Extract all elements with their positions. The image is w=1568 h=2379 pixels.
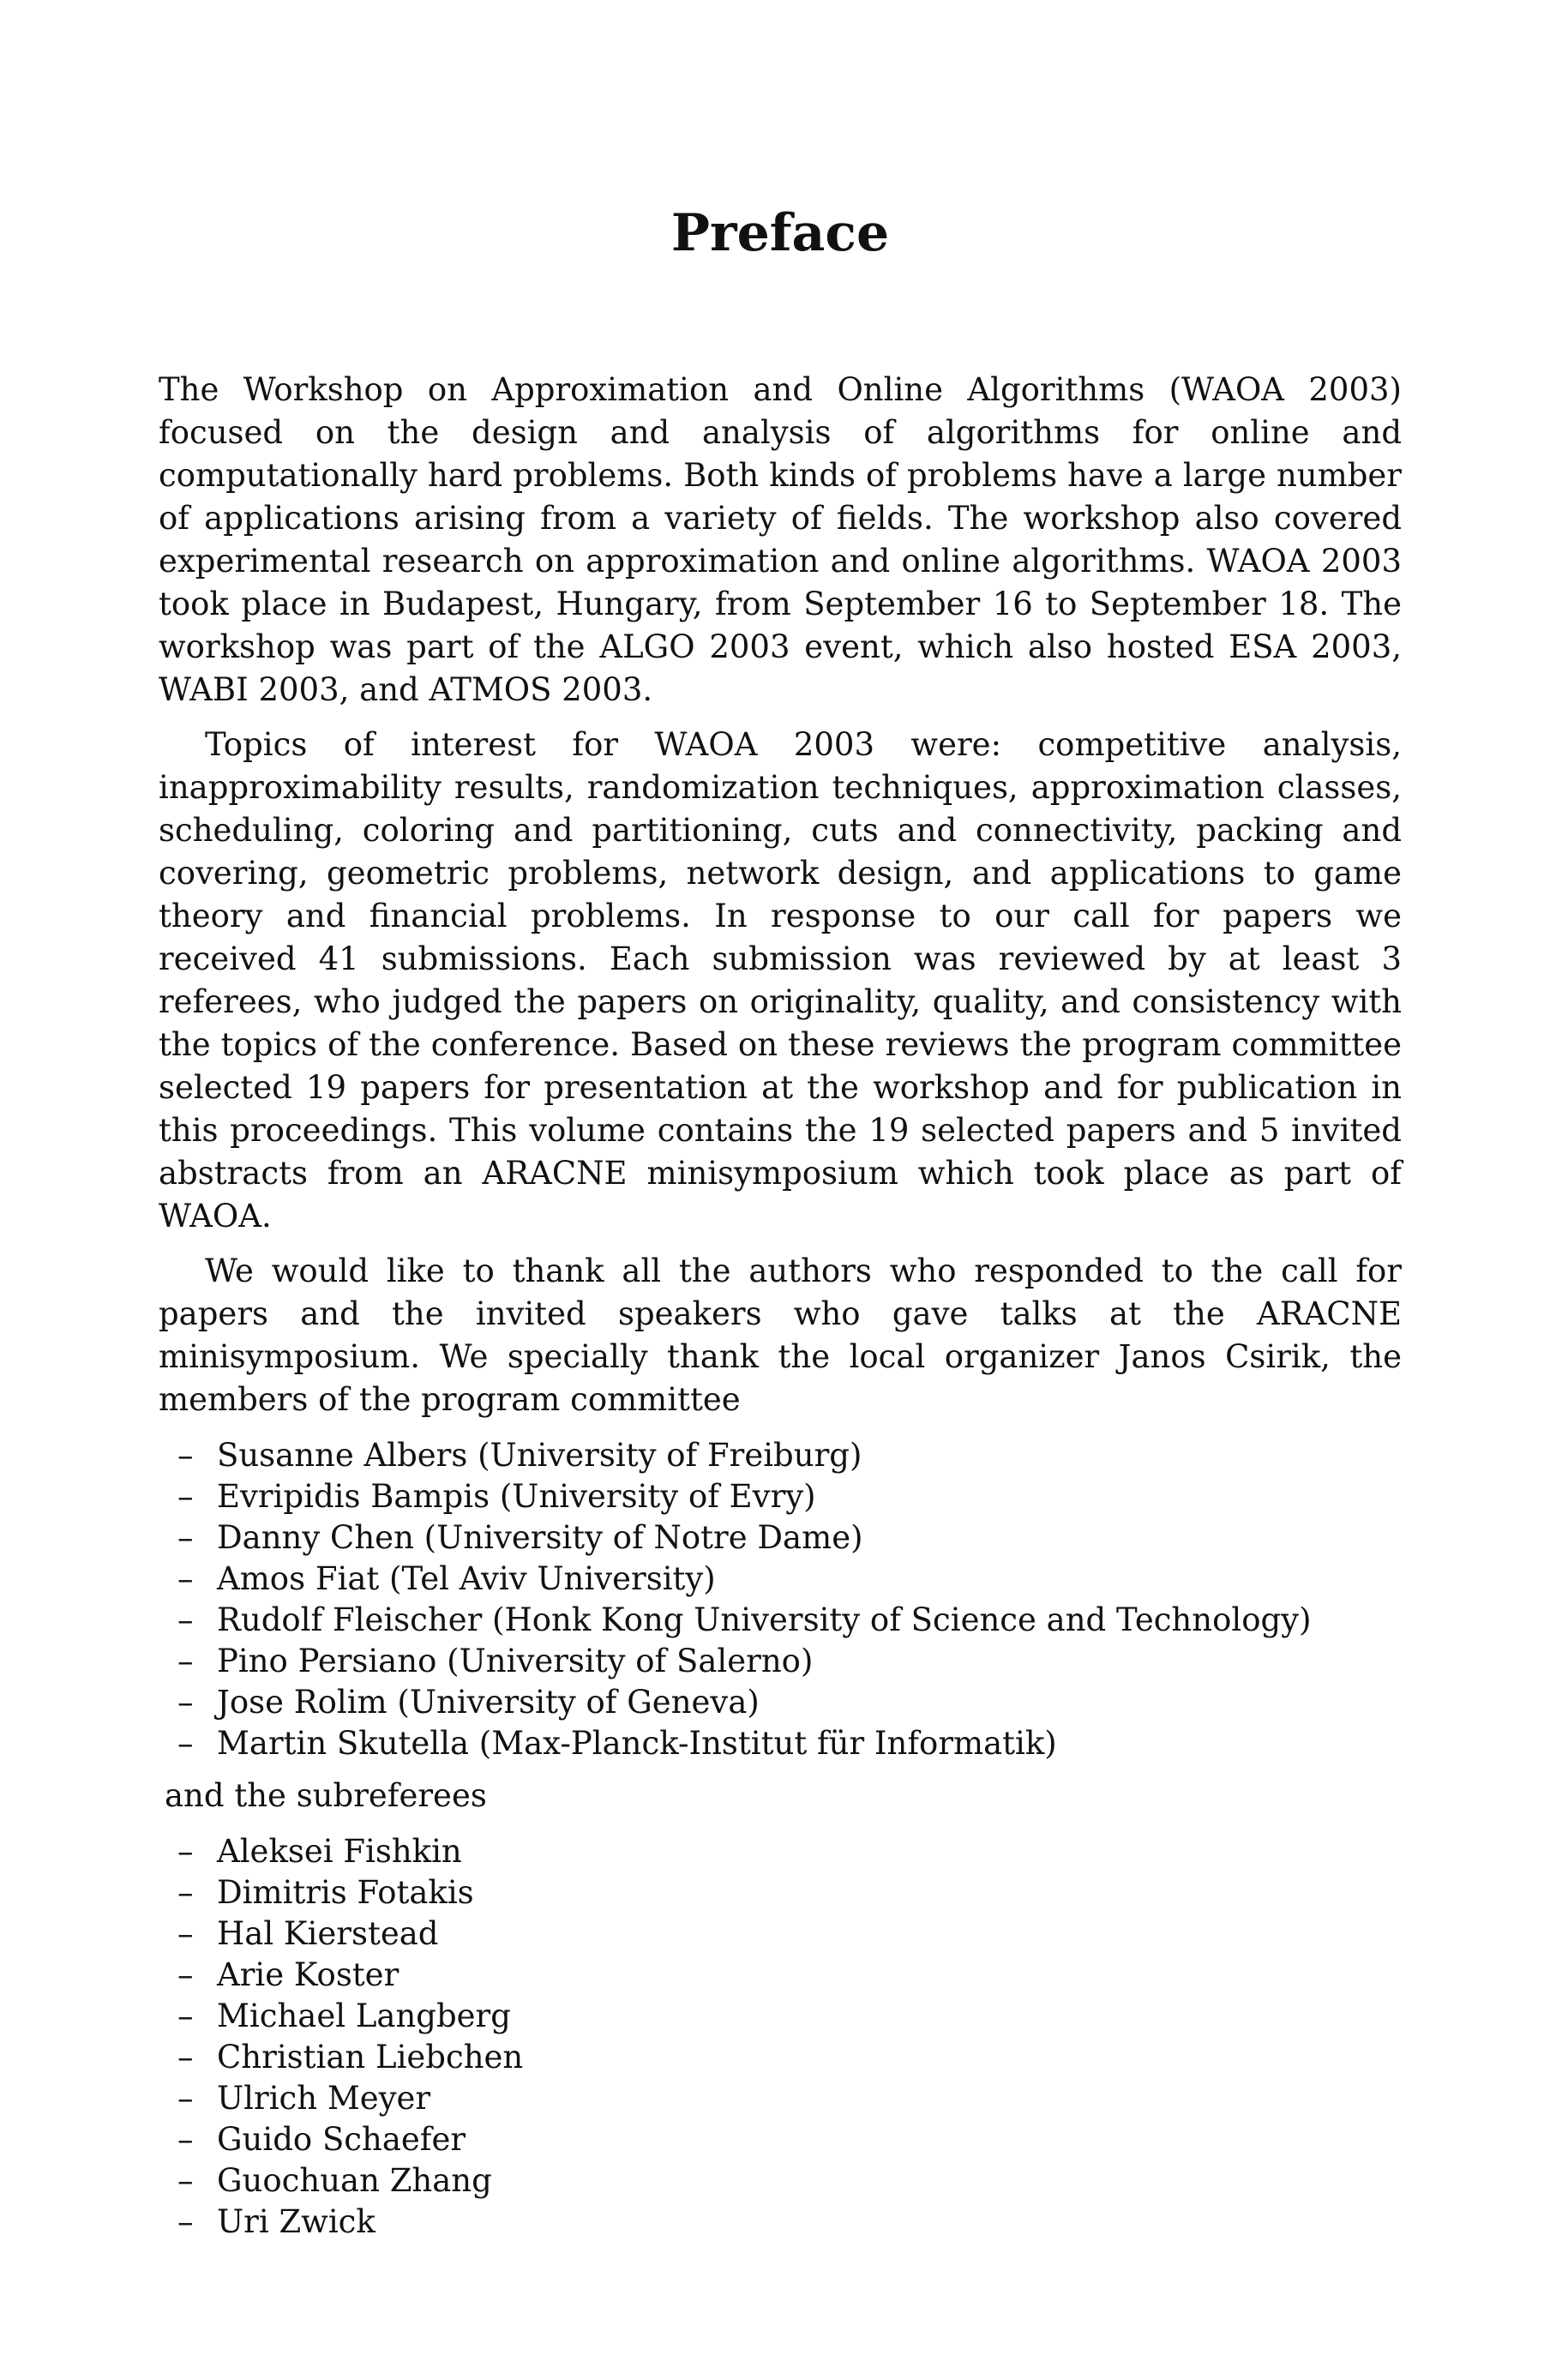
list-item xyxy=(177,2037,1402,2078)
dash-glyph: – xyxy=(177,1643,194,1679)
dash-glyph: – xyxy=(177,2039,194,2076)
list-item-text: Dimitris Fotakis xyxy=(217,1874,474,1911)
dash-glyph: – xyxy=(177,1437,194,1474)
list-item-text: Christian Liebchen xyxy=(217,2039,524,2076)
list-item xyxy=(177,1517,1402,1559)
dash-glyph: – xyxy=(177,1956,194,1993)
list-item xyxy=(177,1476,1402,1517)
dash-glyph: – xyxy=(177,2203,194,2240)
list-item xyxy=(177,1872,1402,1913)
body-text xyxy=(159,369,1402,2253)
list-item xyxy=(177,2202,1402,2243)
paragraph-intro: The Workshop on Approximation and Online Algorithms (WAOA 2003) focused on the design and analysis of algorithms for online and computationally hard problems. Both kinds of problems have a large number of applications arising from a variety of fields. The workshop also covered experimental research on approximation and online algorithms. WAOA 2003 took place in Budapest, Hungary, from September 16 to September 18. The workshop was part of the ALGO 2003 event, which also hosted ESA 2003, WABI 2003, and ATMOS 2003. xyxy=(159,371,1402,708)
dash-glyph: – xyxy=(177,1684,194,1721)
list-item-text: Arie Koster xyxy=(217,1956,400,1993)
paragraph-thanks: We would like to thank all the authors who responded to the call for papers and the invited speakers who gave talks at the ARACNE minisymposium. We specially thank the local organizer Janos Csirik, the members of the program committee xyxy=(159,1253,1402,1418)
list-item xyxy=(177,2160,1402,2202)
page-title: Preface xyxy=(670,203,890,263)
list-item xyxy=(177,1600,1402,1641)
list-item xyxy=(177,1955,1402,1996)
list-item xyxy=(177,1996,1402,2037)
list-item-text: Evripidis Bampis (University of Evry) xyxy=(217,1478,816,1515)
dash-glyph: – xyxy=(177,1560,194,1597)
page xyxy=(159,0,1402,2379)
list-item xyxy=(177,1559,1402,1600)
list-item xyxy=(177,2119,1402,2160)
list-item xyxy=(177,2078,1402,2119)
list-item-text: Danny Chen (University of Notre Dame) xyxy=(217,1519,863,1556)
list-item xyxy=(177,1913,1402,1955)
list-item-text: Michael Langberg xyxy=(217,1998,511,2034)
dash-glyph: – xyxy=(177,1833,194,1870)
list-item xyxy=(177,1831,1402,1872)
list-item-text: Guochuan Zhang xyxy=(217,2162,492,2199)
list-item-text: Rudolf Fleischer (Honk Kong University of Science and Technology) xyxy=(217,1601,1312,1638)
dash-glyph: – xyxy=(177,2080,194,2117)
subreferees-list xyxy=(177,1831,1402,2243)
list-item xyxy=(177,1641,1402,1682)
list-item xyxy=(177,1723,1402,1764)
list-item-text: Guido Schaefer xyxy=(217,2121,466,2158)
list-item-text: Amos Fiat (Tel Aviv University) xyxy=(217,1560,716,1597)
dash-glyph: – xyxy=(177,1601,194,1638)
list-item-text: Uri Zwick xyxy=(217,2203,375,2240)
list-item-text: Pino Persiano (University of Salerno) xyxy=(217,1643,814,1679)
list-item xyxy=(177,1435,1402,1476)
list-item-text: Hal Kierstead xyxy=(217,1915,439,1952)
list-item-text: Jose Rolim (University of Geneva) xyxy=(217,1684,760,1721)
dash-glyph: – xyxy=(177,2162,194,2199)
dash-glyph: – xyxy=(177,1915,194,1952)
list-item xyxy=(177,1682,1402,1723)
list-item-text: Susanne Albers (University of Freiburg) xyxy=(217,1437,862,1474)
paragraph-topics: Topics of interest for WAOA 2003 were: competitive analysis, inapproximability results, randomization techniques, approximation classes, scheduling, coloring and partitioning, cuts and connectivity, packing and covering, geometric problems, network design, and applications to game theory and financial problems. In response to our call for papers we received 41 submissions. Each submission was reviewed by at least 3 referees, who judged the papers on originality, quality, and consistency with the topics of the conference. Based on these reviews the program committee selected 19 papers for presentation at the workshop and for publication in this proceedings. This volume contains the 19 selected papers and 5 invited abstracts from an ARACNE minisymposium which took place as part of WAOA. xyxy=(159,726,1402,1235)
dash-glyph: – xyxy=(177,1998,194,2034)
list-item-text: Ulrich Meyer xyxy=(217,2080,431,2117)
dash-glyph: – xyxy=(177,1874,194,1911)
dash-glyph: – xyxy=(177,1478,194,1515)
list-item-text: Martin Skutella (Max-Planck-Institut für Informatik) xyxy=(217,1725,1057,1762)
dash-glyph: – xyxy=(177,1519,194,1556)
program-committee-list xyxy=(177,1435,1402,1764)
dash-glyph: – xyxy=(177,2121,194,2158)
dash-glyph: – xyxy=(177,1725,194,1762)
list-item-text: Aleksei Fishkin xyxy=(217,1833,462,1870)
subreferees-intro: and the subreferees xyxy=(165,1777,487,1814)
